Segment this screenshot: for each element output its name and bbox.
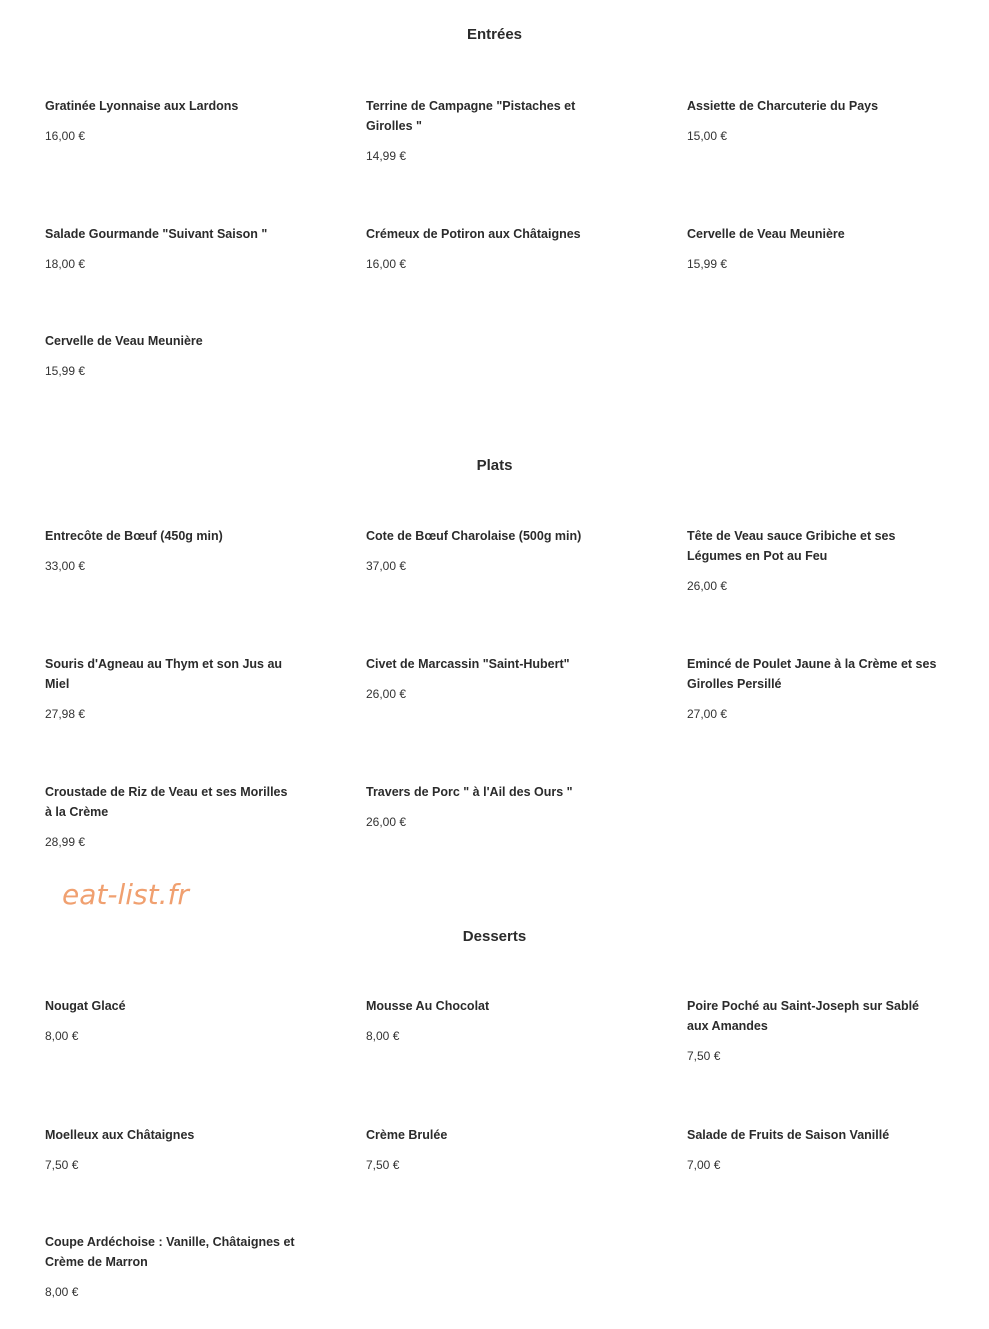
item-name: Gratinée Lyonnaise aux Lardons (45, 99, 239, 113)
item-price: 27,98 € (45, 707, 86, 721)
item-price: 18,00 € (45, 257, 86, 271)
menu-item (687, 1125, 937, 1173)
item-price: 26,00 € (687, 579, 728, 593)
item-name: Salade Gourmande "Suivant Saison " (45, 227, 268, 241)
item-price: 28,99 € (45, 835, 86, 849)
menu-item (366, 654, 616, 702)
item-price: 15,00 € (687, 129, 728, 143)
menu-item (366, 996, 616, 1044)
item-price: 26,00 € (366, 687, 407, 701)
menu-item (687, 96, 937, 144)
menu-item (366, 224, 616, 272)
item-name: Croustade de Riz de Veau et ses Morilles à la Crème (45, 785, 288, 819)
menu-item (687, 526, 937, 594)
item-name: Moelleux aux Châtaignes (45, 1128, 195, 1142)
item-price: 7,50 € (45, 1158, 79, 1172)
item-name: Cervelle de Veau Meunière (687, 227, 845, 241)
menu-item (45, 96, 295, 144)
item-price: 8,00 € (45, 1285, 79, 1299)
menu-item (687, 654, 937, 722)
item-price: 8,00 € (45, 1029, 79, 1043)
item-price: 16,00 € (45, 129, 86, 143)
item-name: Terrine de Campagne "Pistaches et Girolles " (366, 99, 576, 133)
item-price: 16,00 € (366, 257, 407, 271)
menu-item (366, 96, 616, 164)
item-price: 7,00 € (687, 1158, 721, 1172)
menu-item (45, 1125, 295, 1173)
item-name: Travers de Porc " à l'Ail des Ours " (366, 785, 573, 799)
item-price: 27,00 € (687, 707, 728, 721)
item-price: 7,50 € (366, 1158, 400, 1172)
menu-item (687, 224, 937, 272)
menu-item (45, 331, 295, 379)
item-name: Entrecôte de Bœuf (450g min) (45, 529, 223, 543)
menu-item (45, 1232, 295, 1300)
item-name: Civet de Marcassin "Saint-Hubert" (366, 657, 570, 671)
section-title-desserts: Desserts (462, 928, 527, 945)
section-title-entrees: Entrées (466, 26, 523, 43)
item-name: Mousse Au Chocolat (366, 999, 490, 1013)
section-title-plats: Plats (476, 457, 513, 474)
menu-item (366, 1125, 616, 1173)
item-name: Coupe Ardéchoise : Vanille, Châtaignes et Crème de Marron (45, 1235, 295, 1269)
menu-item (45, 526, 295, 574)
menu-item (366, 526, 616, 574)
item-name: Poire Poché au Saint-Joseph sur Sablé aux Amandes (687, 999, 920, 1033)
item-name: Assiette de Charcuterie du Pays (687, 99, 879, 113)
item-name: Cervelle de Veau Meunière (45, 334, 203, 348)
item-name: Tête de Veau sauce Gribiche et ses Légumes en Pot au Feu (687, 529, 896, 563)
item-name: Nougat Glacé (45, 999, 126, 1013)
menu-item (366, 782, 616, 830)
item-price: 33,00 € (45, 559, 86, 573)
item-price: 15,99 € (687, 257, 728, 271)
menu-item (45, 996, 295, 1044)
item-name: Crème Brulée (366, 1128, 448, 1142)
item-price: 14,99 € (366, 149, 407, 163)
menu-item (45, 224, 295, 272)
menu-item (687, 996, 937, 1064)
item-price: 8,00 € (366, 1029, 400, 1043)
item-name: Souris d'Agneau au Thym et son Jus au Miel (45, 657, 283, 691)
menu-item (45, 782, 295, 850)
item-price: 15,99 € (45, 364, 86, 378)
menu-item (45, 654, 295, 722)
item-price: 26,00 € (366, 815, 407, 829)
item-name: Crémeux de Potiron aux Châtaignes (366, 227, 581, 241)
item-name: Salade de Fruits de Saison Vanillé (687, 1128, 890, 1142)
item-name: Emincé de Poulet Jaune à la Crème et ses Girolles Persillé (687, 657, 937, 691)
item-price: 7,50 € (687, 1049, 721, 1063)
item-price: 37,00 € (366, 559, 407, 573)
watermark-logo: eat-list.fr (62, 878, 189, 911)
item-name: Cote de Bœuf Charolaise (500g min) (366, 529, 582, 543)
